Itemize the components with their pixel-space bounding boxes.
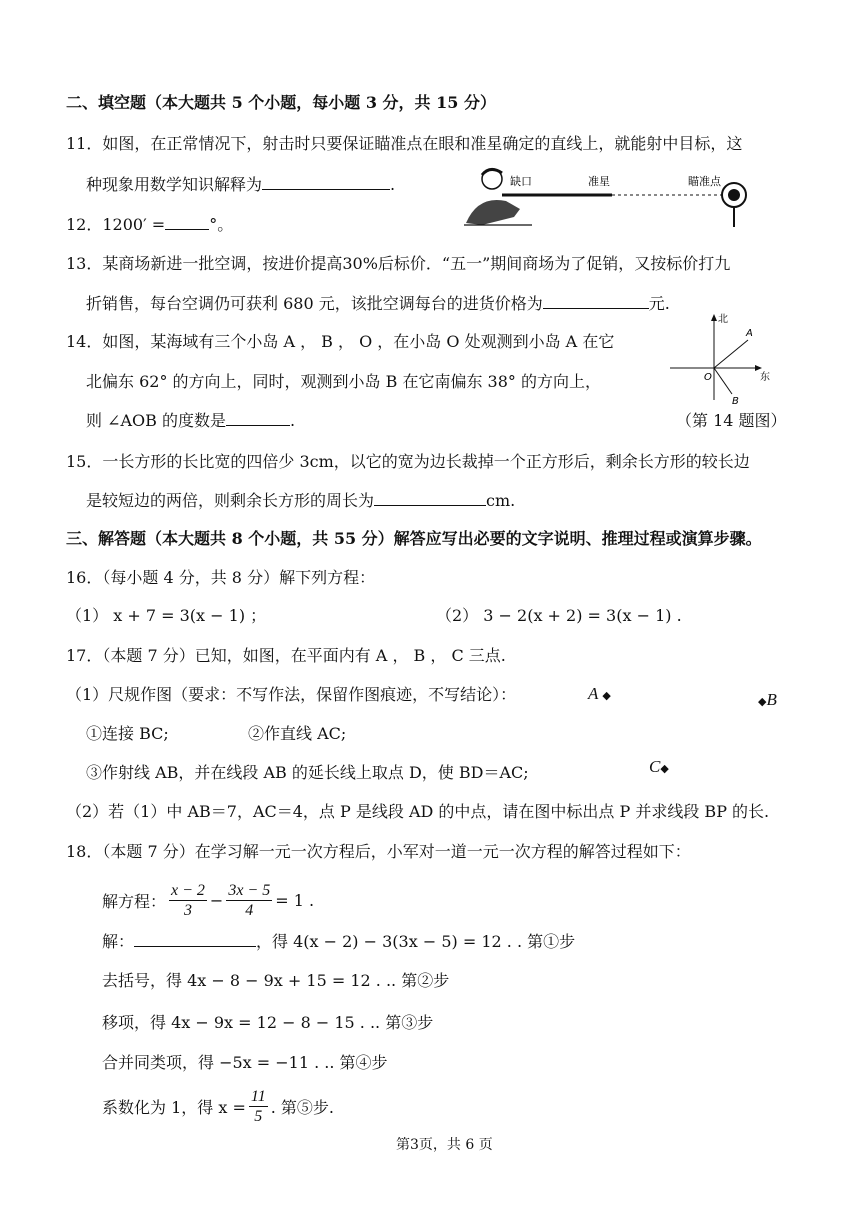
compass-figure [668, 312, 776, 404]
answer-blank-q13 [543, 292, 649, 309]
q17-head: 17．（本题 7 分）已知，如图，在平面内有 A ， B ， C 三点. [66, 646, 506, 665]
section-title-answer: 三、解答题（本大题共 8 个小题，共 55 分）解答应写出必要的文字说明、推理过程或演算步骤。 [66, 529, 762, 548]
target-icon [722, 183, 746, 227]
q14-line3: 则 ∠AOB 的度数是 . [86, 411, 296, 430]
q13-line1: 13．某商场新进一批空调，按进价提高30%后标价．“五一”期间商场为了促销，又按标价打九 [66, 254, 731, 273]
point-a: A ◆ [588, 684, 611, 703]
q16-part1: （1） x + 7 = 3(x − 1) ； [66, 606, 267, 625]
q15-line2: 是较短边的两倍，则剩余长方形的周长为 cm. [86, 491, 516, 510]
q18-equation: 解方程： $\frac{x - 2}{3}$ − $\frac{3x - 5}{4}$ = 1 . [102, 881, 315, 919]
point-c: C◆ [649, 757, 669, 776]
svg-text:北: 北 [718, 314, 728, 325]
section-title-fill-in: 二、填空题（本大题共 5 个小题，每小题 3 分，共 15 分） [66, 93, 496, 112]
shooting-figure [462, 165, 762, 233]
q14-line1: 14．如图，某海域有三个小岛 A ， B ， O ，在小岛 O 处观测到小岛 A 在它 [66, 332, 615, 351]
answer-blank-q15 [374, 489, 486, 506]
q17-part2: （2）若（1）中 AB＝7，AC＝4，点 P 是线段 AD 的中点，请在图中标出点 P 并求线段 BP 的长. [66, 802, 770, 821]
q17-step3: ③作射线 AB，并在线段 AB 的延长线上取点 D，使 BD＝AC; [86, 763, 529, 782]
svg-text:缺口: 缺口 [510, 175, 532, 188]
q17-step1: ①连接 BC; [86, 724, 169, 743]
q18-head: 18．（本题 7 分）在学习解一元一次方程后，小军对一道一元一次方程的解答过程如下： [66, 842, 691, 861]
answer-blank-q18 [134, 930, 256, 947]
svg-text:准星: 准星 [588, 175, 610, 188]
page-number: 第3页，共 6 页 [396, 1137, 493, 1153]
svg-text:O: O [704, 372, 712, 383]
q11-line2: 种现象用数学知识解释为 . [86, 175, 396, 194]
q18-step2: 去括号，得 4x − 8 − 9x + 15 = 12 . .. 第②步 [102, 971, 450, 990]
q11-line1: 11．如图，在正常情况下，射击时只要保证瞄准点在眼和准星确定的直线上，就能射中目标，这 [66, 134, 743, 153]
svg-text:A: A [746, 328, 753, 339]
q11-text: 种现象用数学知识解释为 [86, 175, 263, 194]
answer-blank-q14 [226, 409, 290, 426]
q15-line1: 15．一长方形的长比宽的四倍少 3cm，以它的宽为边长裁掉一个正方形后，剩余长方形的较长边 [66, 452, 750, 471]
q13-line2: 折销售，每台空调仍可获利 680 元，该批空调每台的进货价格为 元. [86, 294, 670, 313]
q17-step2: ②作直线 AC; [248, 724, 347, 743]
svg-text:B: B [732, 396, 739, 404]
q14-line2: 北偏东 62° 的方向上，同时，观测到小岛 B 在它南偏东 38° 的方向上， [86, 372, 601, 391]
q18-step1: 解： ，得 4(x − 2) − 3(3x − 5) = 12 . . 第①步 [102, 932, 576, 951]
q18-step4: 合并同类项，得 −5x = −11 . .. 第④步 [102, 1053, 388, 1072]
q16-part2: （2） 3 − 2(x + 2) = 3(x − 1) . [436, 606, 682, 625]
answer-blank-q11 [262, 173, 390, 190]
svg-text:瞄准点: 瞄准点 [688, 175, 721, 188]
q17-part1: （1）尺规作图（要求：不写作法，保留作图痕迹，不写结论）： [66, 685, 517, 704]
point-b: ◆B [758, 690, 777, 709]
q18-step5: 系数化为 1，得 x = $\frac{11}{5}$ . 第⑤步. [102, 1087, 334, 1125]
q18-step3: 移项，得 4x − 9x = 12 − 8 − 15 . .. 第③步 [102, 1013, 434, 1032]
answer-blank-q12 [165, 213, 209, 230]
q12-line: 12．1200′ = °。 [66, 215, 234, 234]
svg-text:东: 东 [760, 372, 770, 383]
q14-caption: （第 14 题图） [676, 411, 787, 430]
q16-head: 16．（每小题 4 分，共 8 分）解下列方程： [66, 568, 376, 587]
